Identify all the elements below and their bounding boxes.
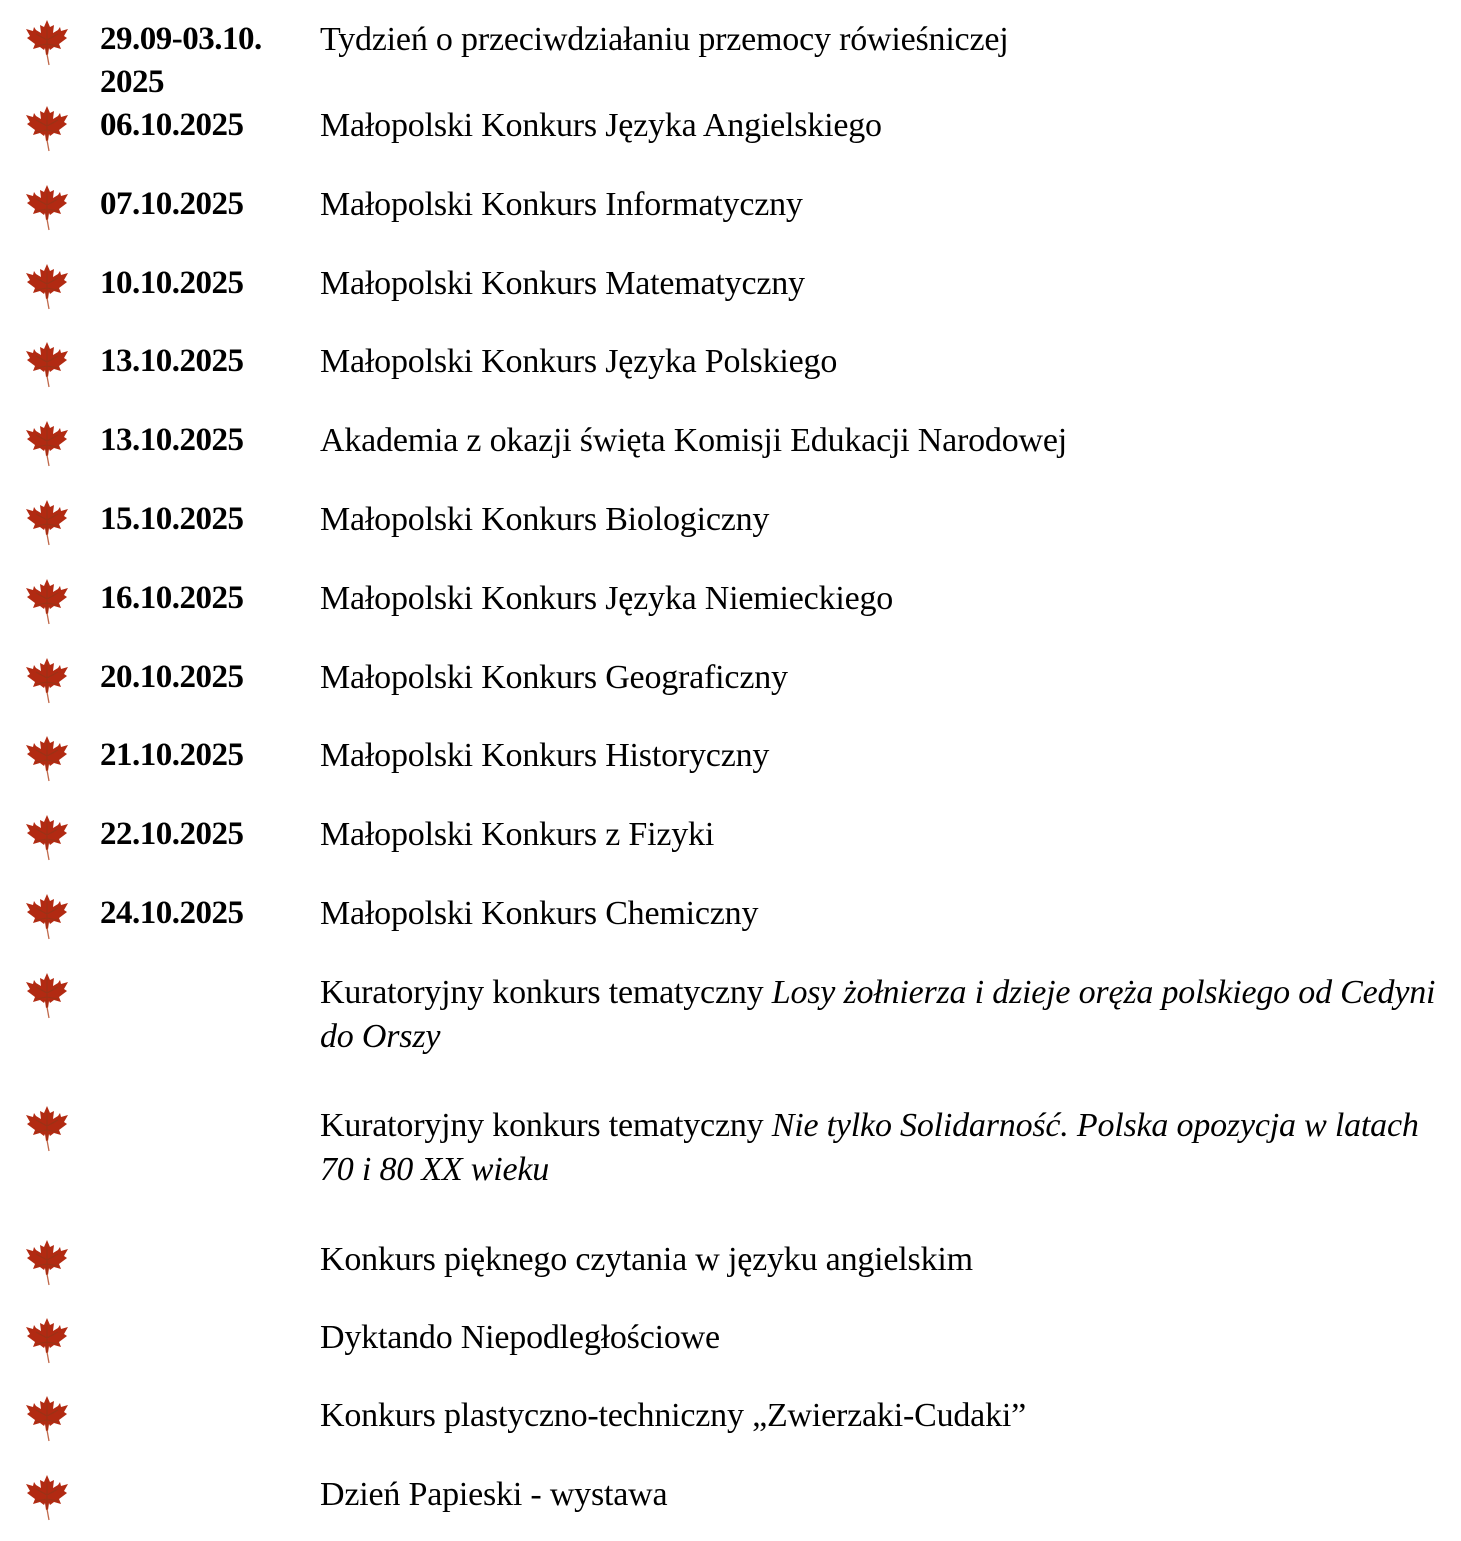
event-title xyxy=(320,1473,1440,1517)
event-title-text: Małopolski Konkurs Chemiczny xyxy=(320,895,759,932)
event-title-text: Małopolski Konkurs Języka Polskiego xyxy=(320,343,838,380)
event-title xyxy=(320,262,1440,306)
event-title xyxy=(320,1104,1440,1192)
maple-leaf-icon xyxy=(24,262,70,310)
event-title xyxy=(320,183,1440,227)
event-title-text: Małopolski Konkurs Biologiczny xyxy=(320,501,770,538)
event-title-text: Małopolski Konkurs Historyczny xyxy=(320,737,770,774)
event-title-text: Konkurs pięknego czytania w języku angielskim xyxy=(320,1241,973,1278)
maple-leaf-icon xyxy=(24,892,70,940)
event-date: 24.10.2025 xyxy=(100,895,244,931)
event-title xyxy=(320,577,1440,621)
event-title xyxy=(320,498,1440,542)
event-title-text: Małopolski Konkurs z Fizyki xyxy=(320,816,715,853)
event-title-text: Małopolski Konkurs Języka Niemieckiego xyxy=(320,580,894,617)
event-date: 06.10.2025 xyxy=(100,107,244,143)
event-title-text: Małopolski Konkurs Języka Angielskiego xyxy=(320,107,882,144)
event-date: 20.10.2025 xyxy=(100,659,244,695)
maple-leaf-icon xyxy=(24,1394,70,1442)
maple-leaf-icon xyxy=(24,656,70,704)
event-title xyxy=(320,104,1440,148)
event-date: 13.10.2025 xyxy=(100,422,244,458)
event-title xyxy=(320,734,1440,778)
event-title xyxy=(320,656,1440,700)
event-date: 13.10.2025 xyxy=(100,343,244,379)
event-title xyxy=(320,1316,1440,1360)
event-title xyxy=(320,340,1440,384)
maple-leaf-icon xyxy=(24,971,70,1019)
event-title-text: Akademia z okazji święta Komisji Edukacji Narodowej xyxy=(320,422,1068,459)
event-title-text: Kuratoryjny konkurs tematyczny xyxy=(320,1107,772,1144)
event-title xyxy=(320,892,1440,936)
maple-leaf-icon xyxy=(24,1473,70,1521)
event-date: 10.10.2025 xyxy=(100,265,244,301)
maple-leaf-icon xyxy=(24,419,70,467)
event-title xyxy=(320,813,1440,857)
event-title xyxy=(320,1238,1440,1282)
event-date: 21.10.2025 xyxy=(100,737,244,773)
event-title-text: Konkurs plastyczno-techniczny „Zwierzaki-Cudaki” xyxy=(320,1397,1027,1434)
maple-leaf-icon xyxy=(24,1238,70,1286)
event-date: 15.10.2025 xyxy=(100,501,244,537)
event-title-italic: Losy żołnierza i dzieje oręża polskiego od Cedyni do Orszy xyxy=(320,974,1436,1055)
event-date: 16.10.2025 xyxy=(100,580,244,616)
event-title xyxy=(320,419,1440,463)
event-title xyxy=(320,18,1440,62)
maple-leaf-icon xyxy=(24,340,70,388)
maple-leaf-icon xyxy=(24,577,70,625)
event-title-text: Dyktando Niepodległościowe xyxy=(320,1319,720,1356)
event-title-italic: Nie tylko Solidarność. Polska opozycja w latach 70 i 80 XX wieku xyxy=(320,1107,1419,1188)
maple-leaf-icon xyxy=(24,813,70,861)
maple-leaf-icon xyxy=(24,1316,70,1364)
event-date: 22.10.2025 xyxy=(100,816,244,852)
maple-leaf-icon xyxy=(24,498,70,546)
event-date: 29.09-03.10. 2025 xyxy=(100,21,262,100)
event-title xyxy=(320,1394,1440,1438)
event-title-text: Małopolski Konkurs Geograficzny xyxy=(320,659,788,696)
event-title-text: Tydzień o przeciwdziałaniu przemocy rówieśniczej xyxy=(320,21,1009,58)
event-date: 07.10.2025 xyxy=(100,186,244,222)
maple-leaf-icon xyxy=(24,18,70,66)
event-title-text: Kuratoryjny konkurs tematyczny xyxy=(320,974,772,1011)
maple-leaf-icon xyxy=(24,1104,70,1152)
event-title-text: Małopolski Konkurs Informatyczny xyxy=(320,186,803,223)
event-title xyxy=(320,971,1440,1059)
event-title-text: Małopolski Konkurs Matematyczny xyxy=(320,265,805,302)
event-title-text: Dzień Papieski - wystawa xyxy=(320,1476,668,1513)
maple-leaf-icon xyxy=(24,104,70,152)
maple-leaf-icon xyxy=(24,734,70,782)
maple-leaf-icon xyxy=(24,183,70,231)
